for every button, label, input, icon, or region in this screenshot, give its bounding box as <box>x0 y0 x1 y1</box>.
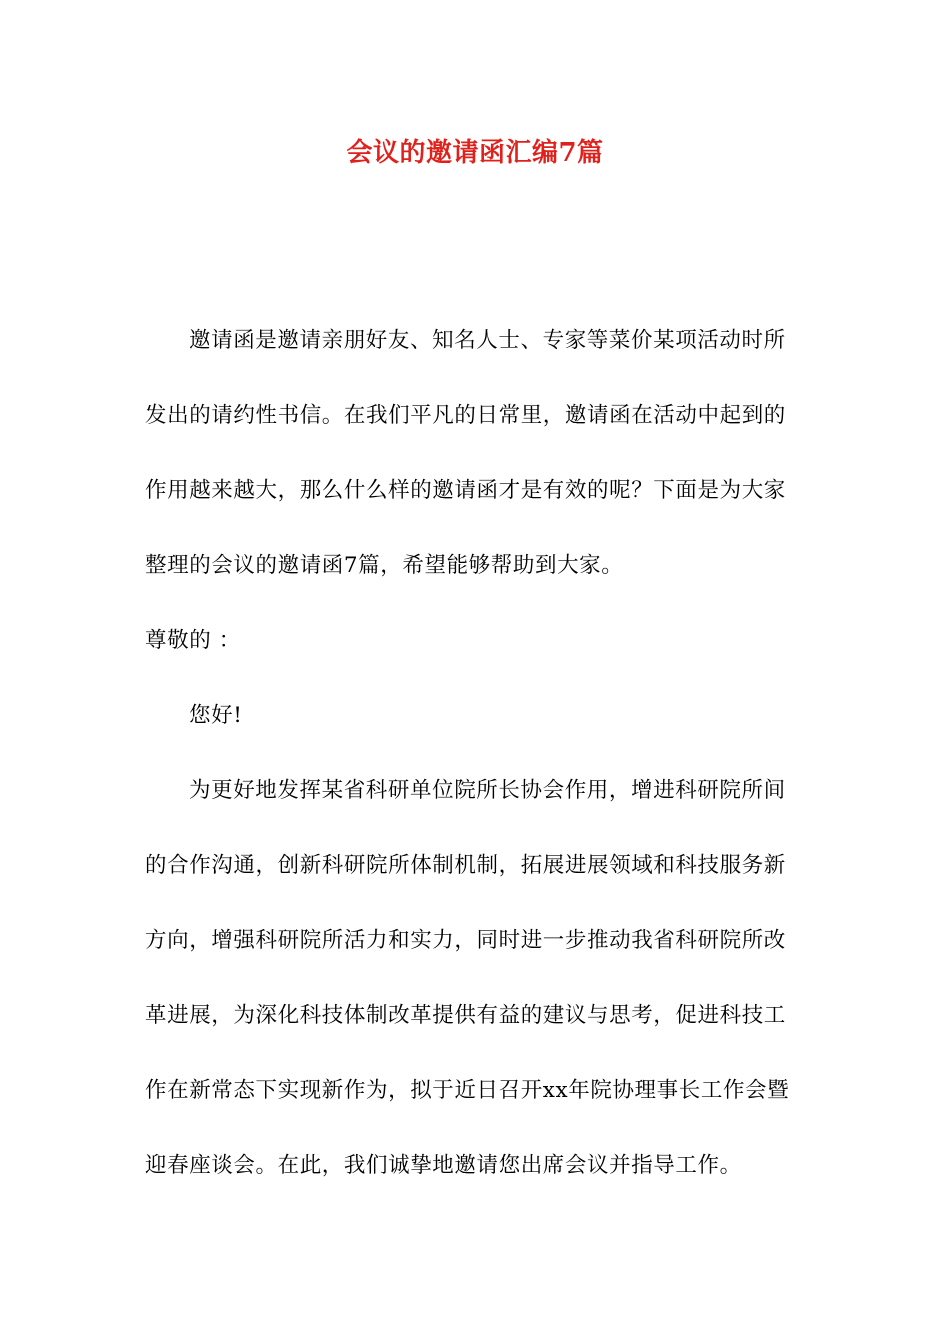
intro-line-3: 作用越来越大，那么什么样的邀请函才是有效的呢？下面是为大家 <box>145 478 786 503</box>
document-title: 会议的邀请函汇编7篇 <box>346 138 604 168</box>
body-line-3: 方向，增强科研院所活力和实力，同时进一步推动我省科研院所改 <box>145 928 786 953</box>
body-line-5: 作在新常态下实现新作为，拟于近日召开xx年院协理事长工作会暨 <box>145 1078 790 1103</box>
intro-line-4: 整理的会议的邀请函7篇，希望能够帮助到大家。 <box>145 553 624 578</box>
salutation: 尊敬的 ： <box>145 628 241 653</box>
body-line-2: 的合作沟通，创新科研院所体制机制，拓展进展领域和科技服务新 <box>145 853 786 878</box>
intro-line-1: 邀请函是邀请亲朋好友、知名人士、专家等菜价某项活动时所 <box>189 328 786 353</box>
greeting: 您好! <box>189 703 243 728</box>
body-line-1: 为更好地发挥某省科研单位院所长协会作用，增进科研院所间 <box>189 778 786 803</box>
body-line-4: 革进展，为深化科技体制改革提供有益的建议与思考，促进科技工 <box>145 1003 786 1028</box>
document-body <box>145 303 810 1183</box>
intro-line-2: 发出的请约性书信。在我们平凡的日常里，邀请函在活动中起到的 <box>145 403 786 428</box>
body-line-6: 迎春座谈会。在此，我们诚挚地邀请您出席会议并指导工作。 <box>145 1153 742 1178</box>
